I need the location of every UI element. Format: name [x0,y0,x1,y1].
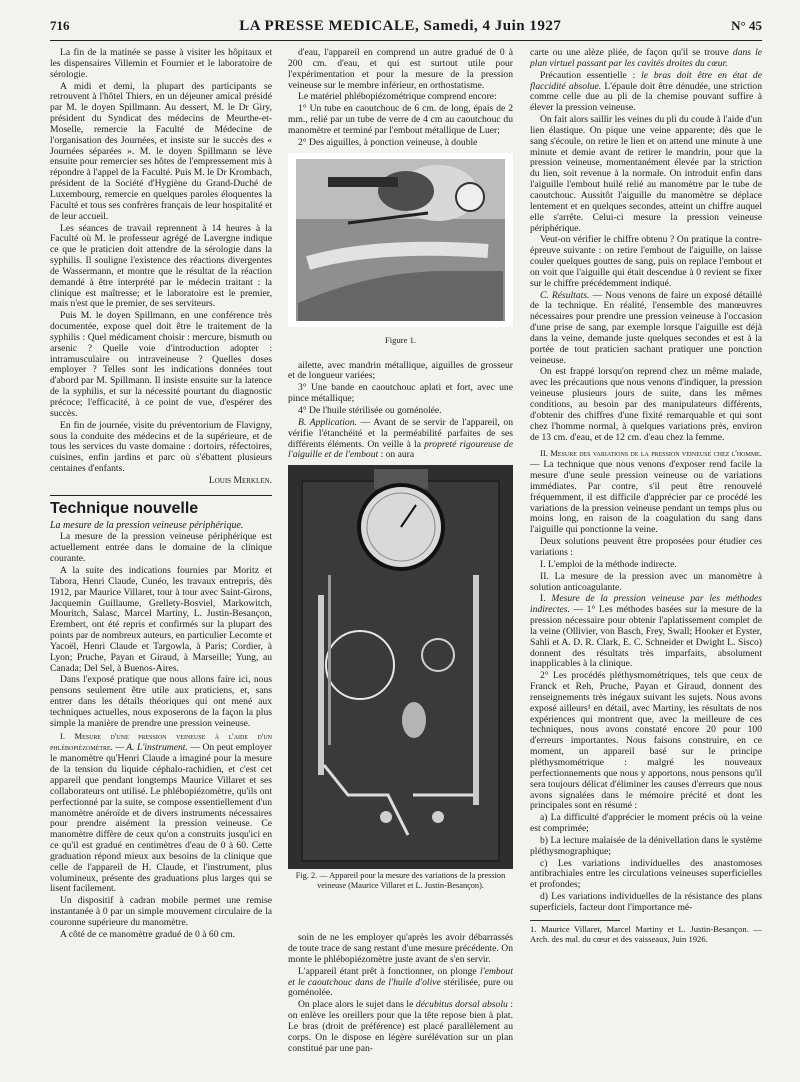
paragraph [530,48,762,70]
journal-title: LA PRESSE MEDICALE, Samedi, 4 Juin 1927 [239,18,562,34]
figure-2-photo [288,465,513,869]
paragraph-text: — On peut employer le manomètre qu'Henri Claude a imaginé pour la mesure de la tension du liquide céphalo-rachidien, et c'est cet appareil que pendant longtemps Maurice Villaret et ses collaborateurs ont utilisé. Le phlébopiézomètre, qu'ils ont perfectionné par la suite, se compose essentiellement d'un manomètre anéroïde et de divers instruments nécessaires pour prendre aisément la pression veineuse. Ce manomètre diffère de ceux qu'on a construits jusqu'ici en ce qu'il est gradué en centimètres d'eau de 0 à 60. Cette graduation répond mieux aux besoins de la clinique que celle de l'appareil de H. Claude, et l'instrument, plus volumineux, présente des graduations plus larges qui se lisent facilement. [50,742,272,895]
paragraph: La fin de la matinée se passe à visiter les hôpitaux et les dispensaires Villemin et Fournier et le laboratoire de sérologie. [50,48,272,80]
paragraph: A la suite des indications fournies par Moritz et Tabora, Henri Claude, Cunéo, les travaux entrepris, dès 1912, par Maurice Villaret, tour à tour avec Saint-Girons, Jacquemin Guillaume, Grellety-Bosviel, Markowitch, Mouritch, Salasc, Marcel Martiny, L. Justin-Besançon, Erembert, ont été repris et confirmés sur la plupart des points par de nombreux auteurs, en particulier Lecomte et Yacoël, Henri Claude et Targowla, à Paris; Cordier, à Lyon; Pruche, Payan et Giraud, à Marseille; Yung, au Canada; Del Sel, à Buenos-Aires. [50,564,272,674]
paragraph: d'eau, l'appareil en comprend un autre gradué de 0 à 200 cm. d'eau, et qui est surtout utile pour l'expérimentation et pour la mesure de la pression veineuse sur le membre inférieur, en orthostatisme. [288,48,513,91]
paragraph: d) Les variations individuelles de la résistance des plans superficiels, facteur dont l'importance mé- [530,891,762,913]
figure-2 [288,465,513,929]
paragraph: A côté de ce manomètre gradué de 0 à 60 cm. [60,928,236,940]
section-subtitle: La mesure de la pression veineuse périphérique. [50,519,244,531]
paragraph-text: I. [540,593,552,605]
figure-1-caption: Figure 1. [384,334,417,345]
emphasis-text: Mesure de la pression veineuse par les méthodes indirectes. [530,593,762,616]
emphasis-text: dans le plan virtuel passant par les cavités droites du cœur. [530,48,762,69]
figure-1 [288,153,513,359]
paragraph: 3° Une bande en caoutchouc aplati et fort, avec une pince métallique; [288,382,513,405]
section-title: Technique nouvelle [50,499,199,517]
paragraph-text: — Nous venons de faire un exposé détaillé de la technique. En réalité, l'ensemble des manœuvres nécessaires pour prendre une pression veineuse à l'occasion d'une prise de sang, par exemple lorsque l'aiguille est déjà dans la veine, demande juste quelques secondes et est à la portée de tout praticien sachant pratiquer une ponction veineuse. [530,289,762,366]
paragraph: II. La mesure de la pression avec un manomètre à solution anticoagulante. [530,570,762,593]
paragraph-text: L'épaule doit être dénudée, une striction comme celle due au pli de la chemise pouvant suffire à élever la pression veineuse. [530,80,762,114]
paragraph: 4° De l'huile stérilisée ou goménolée. [298,404,442,416]
section-divider [50,495,272,496]
author-signature: Louis Merklen. [208,474,272,486]
paragraph-text: L'appareil étant prêt à fonctionner, on plonge [298,965,481,977]
paragraph-text: — Avant de se servir de l'appareil, on vérifie l'étanchéité et la perméabilité parfaites de ses différents éléments. On veille à la [288,416,513,450]
paragraph [530,71,762,114]
paragraph-text: : on aura [378,449,415,461]
paragraph [288,967,513,1000]
emphasis-text: l'embout et le caoutchouc dans de l'huile d'olive [288,965,513,988]
footnote-divider [530,920,620,921]
paragraph: Le matériel phlébopiézométrique comprend encore: [298,91,497,103]
paragraph: On fait alors saillir les veines du pli du coude à l'aide d'un lien élastique. On pique une veine apparente; dès que le sang s'écoule, on retire le lien et on attend une minute à une minute et demie avant de retirer le mandrin, pour que la pression veineuse, momentanément élevée par la striction du lien, soit revenue à la normale. On introduit enfin dans l'aiguille l'embout huilé relié au manomètre par le tube de caoutchouc. Aussitôt l'aiguille du manomètre se déplace lentement et en quelques secondes, atteint un chiffre auquel elle s'arrête. Celui-ci mesure la pression veineuse périphérique. [530,114,762,234]
paragraph-text: carte ou une alèze pliée, de façon qu'il se trouve [530,48,733,58]
paragraph: La mesure de la pression veineuse périphérique est actuellement entrée dans le domaine de la clinique courante. [50,531,272,565]
figure-2-caption: Fig. 2. — Appareil pour la mesure des variations de la pression veineuse (Maurice Villaret et L. Justin-Besançon). [295,871,506,891]
subsection-heading: II. Mesure des variations de la pression veineuse chez l'homme. [540,448,762,459]
paragraph [288,1000,513,1054]
paragraph [530,291,762,367]
subsection-heading: I. Mesure d'une pression veineuse à l'aide d'un phlébopiézomètre. [50,730,272,753]
page-header [50,18,762,41]
paragraph: c) Les variations individuelles des anastomoses antibrachiales entre les circulations veineuses superficielles et profondes; [530,857,762,891]
paragraph: ailette, avec mandrin métallique, aiguilles de grosseur et de longueur variées; [288,359,513,382]
paragraph-text: stérilisée, pure ou goménolée. [288,976,513,999]
paragraph: Un dispositif à cadran mobile permet une remise instantanée à 0 par un simple mouvement circulaire de la couronne supérieure du manomètre. [50,895,272,928]
paragraph [530,448,762,536]
paragraph: 1° Un tube en caoutchouc de 6 cm. de long, épais de 2 mm., relié par un tube de verre de 4 cm au caoutchouc du manomètre et terminé par l'embout métallique de Luer; [288,103,513,136]
subsection-subheading: B. Application. [298,416,357,428]
subsection-subheading: C. Résultats. [540,289,590,301]
paragraph: 2° Des aiguilles, à ponction veineuse, à double [298,136,478,148]
column-right [530,48,762,1058]
emphasis-text: le bras doit être en état de flaccidité absolue. [530,69,762,92]
paragraph: b) La lecture malaisée de la dénivellation dans le système pléthysmographique; [530,834,762,857]
column-middle [288,48,513,1058]
footnote: 1. Maurice Villaret, Marcel Martiny et L. Justin-Besançon. — Arch. des mal. du cœur et des vaisseaux, Juin 1926. [530,923,762,944]
paragraph: Deux solutions peuvent être proposées pour étudier ces variations : [530,536,762,558]
paragraph: 2° Les procédés pléthysmométriques, tels que ceux de Franck et Reh, Pruche, Payan et Giraud, donnent des renseignements très inégaux suivant les sujets. Nous avons exposé ailleurs¹ en détail, avec Martiny, les résultats de nos expériences qui montrent que, avec la meilleure de ces techniques, nous avons constaté encore 20 pour 100 d'erreurs importantes. Nous faisons construire, en ce moment, un appareil basé sur le principe pléthysmométrique : malgré les nouveaux perfectionnements que nous y apportons, nous pensons qu'il sera toujours délicat d'éliminer les causes d'erreurs que nous avons signalées dans le mémoire précité et dont les principales sont en résumé : [530,670,762,812]
emphasis-text: propreté rigoureuse de l'aiguille et de l'embout [288,438,513,461]
paragraph [50,731,272,896]
paragraph: a) La difficulté d'apprécier le moment précis où la veine est comprimée; [530,812,762,835]
paragraph-text: : on enlève les oreillers pour que la tête repose bien à plat. Le bras (droit de préférence) est placé parallèlement au corps. On le dispose en légère surélévation sur un plan constitué par une pan- [288,999,513,1054]
issue-number: N° 45 [731,18,762,33]
paragraph-text: Précaution essentielle : [540,69,642,81]
paragraph-text: — 1° Les méthodes basées sur la mesure de la pression nécessaire pour obtenir l'aplatissement complet de la veine (Ollivier, von Basch, Frey, Swall; Hooker et Eyster, Sahli et A. D. R. Clark, E. C. Schneider et Dwight L. Sisco) donnent des résultats très imparfaits, absolument inapplicables à la clinique. [530,604,762,670]
paragraph: Les séances de travail reprennent à 14 heures à la Faculté où M. le professeur agrégé de Lavergne indique ce que le praticien doit attendre de la sérologie dans la syphilis. Il souligne l'existence des réactions divergentes de Wassermann, et montre que le résultat de la réaction demandé à être interprété par le médecin traitant : la clinique est maîtresse; et le laboratoire est le premier, mais n'est que le premier, de ses serviteurs. [50,222,272,310]
paragraph-text: — La technique que nous venons d'exposer rend facile la mesure d'une seule pression veineuse ou de variations immédiates. Par contre, s'il peut être renouvelé fréquemment, il est difficile d'apprécier par ce procédé les variations de la pression veineuse pendant un temps plus ou moins long, en raison de la coagulation du sang dans l'aiguille qui ponctionne la veine. [530,459,762,536]
subsection-subheading: — A. L'instrument. [112,742,188,754]
paragraph-text: On place alors le sujet dans le [298,999,416,1011]
column-left [50,48,272,1058]
paragraph: Veut-on vérifier le chiffre obtenu ? On pratique la contre-épreuve suivante : on retire l'embout de l'aiguille, on laisse couler quelques gouttes de sang, puis on replace l'embout et on voit que l'aiguille qui était descendue à 0 revient se fixer sur le chiffre précédemment indiqué. [530,234,762,289]
paragraph: Dans l'exposé pratique que nous allons faire ici, nous pensons seulement être utile aux praticiens, et, sans entrer dans les détails théoriques qui ont mené aux techniques actuelles, nous exposerons de la façon la plus simple la manière de prendre une pression veineuse. [50,674,272,729]
figure-1-photo [288,153,513,327]
paragraph: Puis M. le doyen Spillmann, en une conférence très documentée, expose quel doit être le traitement de la syphilis : Quel médicament choisir : mercure, bismuth ou arsenic ? Quelle voie d'introduction adopter : intramusculaire ou intraveineuse ? Quelles doses employer ? Telles sont les indications données tout d'abord par M. Spillmann. Il insiste ensuite sur la latence de la syphilis, et sur la nécessité pourtant du diagnostic précoce; l'efficacité, à ce point de vue, d'espérer des succès. [50,310,272,419]
paragraph: I. L'emploi de la méthode indirecte. [540,558,677,570]
paragraph: A midi et demi, la plupart des participants se retrouvent à l'hôtel Thiers, en un déjeuner amical présidé par M. le doyen Spillmann. Au dessert, M. le Dr Giry, président du Syndicat des médecins de Meurthe-et-Moselle, remercie la Faculté de Médecine de l'organisation des Journées, et insiste sur le succès des « Journées séparées ». M. le doyen Spillmann se lève ensuite pour remercier ses hôtes de l'empressement mis à répondre à l'appel de la Faculté. Puis M. le Dr Krombach, président de la Société d'Hygiène du Grand-Duché de Luxembourg, remercie en quelques paroles éloquentes la Faculté et tous ses confrères français de leur hospitalité et de leur accueil. [50,80,272,222]
paragraph: soin de ne les employer qu'après les avoir débarrassés de toute trace de sang restant d'une mesure précédente. On monte le phlébopiézomètre juste avant de s'en servir. [288,932,513,965]
paragraph [288,418,513,461]
paragraph: En fin de journée, visite du préventorium de Flavigny, sous la conduite des médecins et de la supérieure, et de tous les services du vaste domaine : dortoirs, réfectoires, cuisines, enfin jardins et parc où s'ébattent plusieurs centaines d'enfants. [50,419,272,475]
emphasis-text: décubitus dorsal absolu [415,999,508,1011]
page-number: 716 [50,18,70,33]
paragraph [530,594,762,670]
paragraph: On est frappé lorsqu'on reprend chez un même malade, avec les précautions que nous venons d'indiquer, la pression veineuse plusieurs jours de suite, dans les mêmes conditions, au besoin par des manipulateurs différents, d'obtenir des chiffres d'une fixité remarquable et qui sont chez l'homme normal, à quelques variations près, environ de 13 cm. d'eau, et de 12 cm. d'eau chez la femme. [530,366,762,443]
